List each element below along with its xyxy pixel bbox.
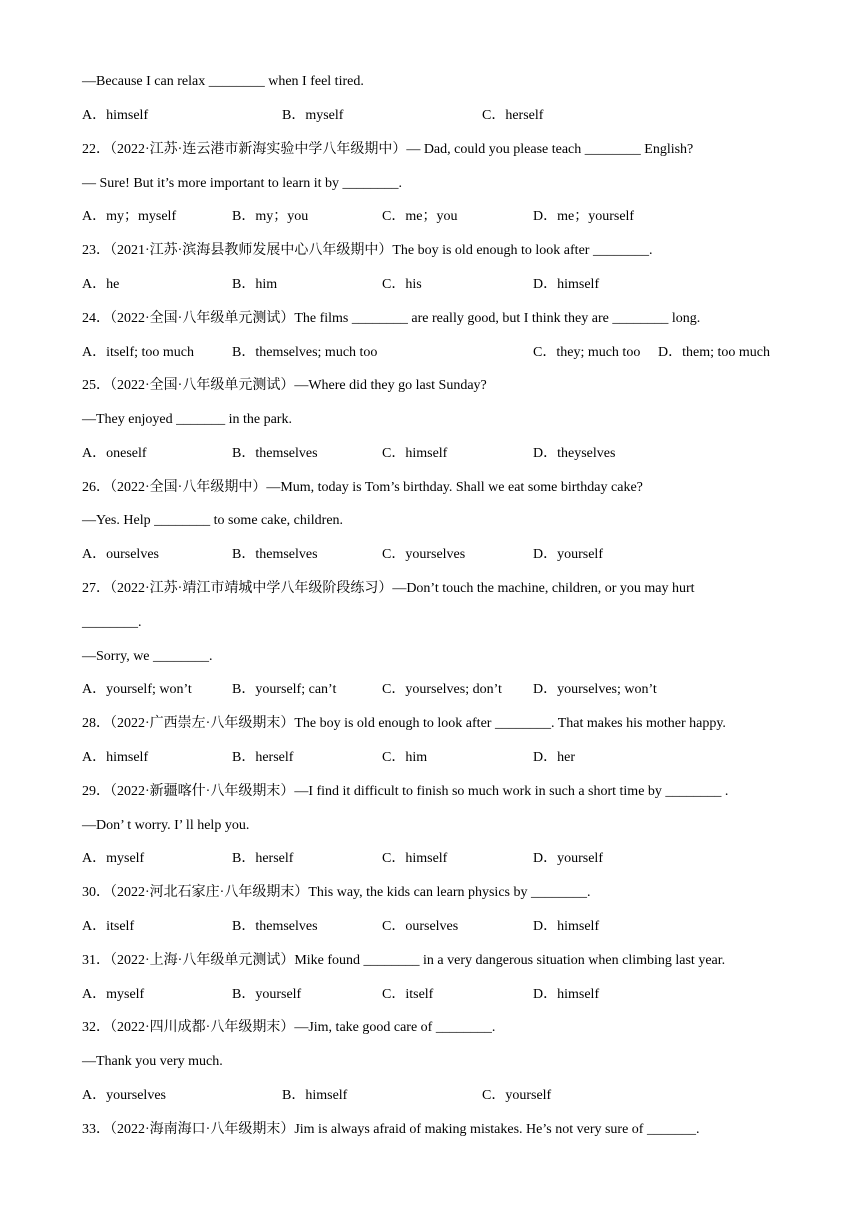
answer-option: B．himself	[282, 1088, 348, 1103]
answer-option: A．my；myself	[82, 209, 177, 224]
answer-option: A．ourselves	[82, 547, 159, 562]
answer-option: D．yourselves; won’t	[533, 682, 657, 697]
answer-option: D．her	[533, 750, 575, 765]
answer-option: C．itself	[382, 987, 434, 1002]
answer-option: D．them; too much	[658, 345, 770, 360]
answer-option: C．himself	[382, 446, 448, 461]
answer-options-row	[82, 850, 782, 868]
answer-options-row	[82, 681, 782, 699]
answer-option: A．himself	[82, 108, 149, 123]
answer-option: C．herself	[482, 108, 544, 123]
answer-option: B．my；you	[232, 209, 309, 224]
answer-option: B．yourself	[232, 987, 302, 1002]
answer-option: B．themselves; much too	[232, 345, 378, 360]
answer-option: A．yourselves	[82, 1088, 166, 1103]
answer-option: A．oneself	[82, 446, 147, 461]
question-text-line: —Don’ t worry. I’ ll help you.	[82, 818, 250, 833]
question-text-line: 25．（2022·全国·八年级单元测试）—Where did they go last Sunday?	[82, 378, 487, 393]
answer-options-row	[82, 918, 782, 936]
answer-options-row	[82, 208, 782, 226]
answer-option: B．themselves	[232, 547, 318, 562]
question-text-line: —Because I can relax ________ when I feel tired.	[82, 74, 364, 89]
answer-option: C．me；you	[382, 209, 458, 224]
answer-options-row	[82, 546, 782, 564]
question-text-line: ________.	[82, 615, 142, 630]
answer-option: C．ourselves	[382, 919, 459, 934]
answer-option: B．themselves	[232, 446, 318, 461]
answer-options-row	[82, 986, 782, 1004]
answer-options-row	[82, 445, 782, 463]
answer-option: C．yourselves	[382, 547, 466, 562]
question-text-line: 32．（2022·四川成都·八年级期末）—Jim, take good care of ________.	[82, 1020, 496, 1035]
answer-option: D．himself	[533, 919, 600, 934]
question-text-line: 28．（2022·广西崇左·八年级期末）The boy is old enough to look after ________. That makes his mother happy.	[82, 716, 726, 731]
question-text-line: 23．（2021·江苏·滨海县教师发展中心八年级期中）The boy is old enough to look after ________.	[82, 243, 653, 258]
answer-option: D．himself	[533, 987, 600, 1002]
answer-options-row	[82, 276, 782, 294]
question-text-line: 22．（2022·江苏·连云港市新海实验中学八年级期中）— Dad, could you please teach ________ English?	[82, 142, 694, 157]
answer-option: D．himself	[533, 277, 600, 292]
answer-option: C．yourself	[482, 1088, 552, 1103]
question-text-line: — Sure! But it’s more important to learn it by ________.	[82, 176, 403, 191]
question-text-line: —Sorry, we ________.	[82, 649, 213, 664]
question-text-line: 31．（2022·上海·八年级单元测试）Mike found ________ in a very dangerous situation when climbing last year.	[82, 953, 726, 968]
answer-options-row	[82, 107, 782, 125]
answer-options-row	[82, 344, 782, 362]
answer-option: A．myself	[82, 851, 145, 866]
answer-option: B．herself	[232, 750, 294, 765]
answer-option: C．him	[382, 750, 428, 765]
answer-option: A．yourself; won’t	[82, 682, 192, 697]
question-text-line: —Thank you very much.	[82, 1054, 223, 1069]
answer-option: A．itself; too much	[82, 345, 194, 360]
answer-option: B．him	[232, 277, 278, 292]
answer-option: C．yourselves; don’t	[382, 682, 502, 697]
answer-options-row	[82, 1087, 782, 1105]
question-text-line: 27．（2022·江苏·靖江市靖城中学八年级阶段练习）—Don’t touch the machine, children, or you may hurt	[82, 581, 695, 596]
answer-option: A．myself	[82, 987, 145, 1002]
question-text-line: —Yes. Help ________ to some cake, children.	[82, 513, 344, 528]
answer-options-row	[82, 749, 782, 767]
answer-option: B．myself	[282, 108, 344, 123]
question-text-line: 33．（2022·海南海口·八年级期末）Jim is always afraid of making mistakes. He’s not very sure of _______.	[82, 1122, 700, 1137]
answer-option: C．himself	[382, 851, 448, 866]
answer-option: A．himself	[82, 750, 149, 765]
answer-option: A．he	[82, 277, 120, 292]
answer-option: D．yourself	[533, 547, 603, 562]
answer-option: D．yourself	[533, 851, 603, 866]
answer-option: D．theyselves	[533, 446, 616, 461]
answer-option: C．his	[382, 277, 422, 292]
question-text-line: 29．（2022·新疆喀什·八年级期末）—I find it difficult to finish so much work in such a short time by ________ .	[82, 784, 729, 799]
answer-option: B．yourself; can’t	[232, 682, 337, 697]
question-text-line: —They enjoyed _______ in the park.	[82, 412, 292, 427]
answer-option: B．herself	[232, 851, 294, 866]
question-text-line: 24．（2022·全国·八年级单元测试）The films ________ are really good, but I think they are ________ long.	[82, 311, 701, 326]
question-text-line: 30．（2022·河北石家庄·八年级期末）This way, the kids can learn physics by ________.	[82, 885, 591, 900]
answer-option: C．they; much too	[533, 345, 641, 360]
question-text-line: 26．（2022·全国·八年级期中）—Mum, today is Tom’s birthday. Shall we eat some birthday cake?	[82, 480, 643, 495]
answer-option: A．itself	[82, 919, 135, 934]
answer-option: B．themselves	[232, 919, 318, 934]
answer-option: D．me；yourself	[533, 209, 635, 224]
